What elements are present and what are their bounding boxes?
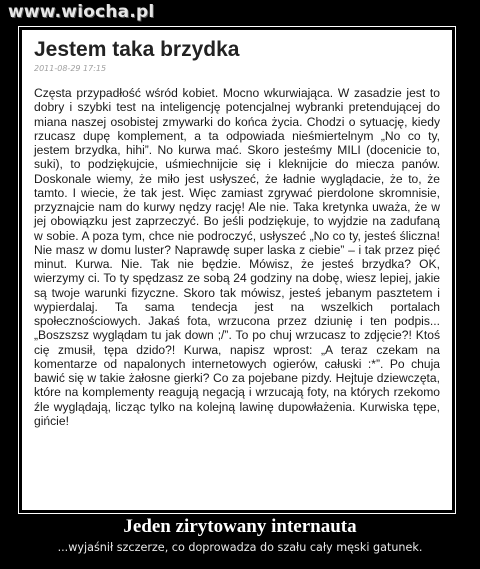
caption-subtitle: ...wyjaśnił szczerze, co doprowadza do szału cały męski gatunek.: [57, 541, 423, 554]
article-title: Jestem taka brzydka: [34, 38, 240, 61]
article-date: 2011-08-29 17:15: [34, 64, 107, 73]
caption-title: Jeden zirytowany internauta: [123, 516, 357, 537]
article-body: Częsta przypadłość wśród kobiet. Mocno wkurwiająca. W zasadzie jest to dobry i szybki test na inteligencję potencjalnej wybranki pretendującej do miana naszej osobistej zmywarki do końca życia. Chodzi o sytuację, kiedy rzucasz dupę komplement, a ta odpowiada nieśmiertelnym „No co ty, jestem brzydka, hihi”. No kurwa mać. Skoro jesteśmy MILI (docenicie to, suki), to podziękujcie, uśmiechnijcie się i kleknijcie do miecza panów. Doskonale wiemy, że miło jest usłyszeć, że ładnie wyglądacie, że to, że tamto. I wiecie, że tak jest. Więc zamiast zgrywać pierdolone skromnisie, przyznajcie nam do kurwy nędzy rację! Ale nie. Taka kretynka uważa, że w jej obowiązku jest zaprzeczyć. Bo jeśli podziękuje, to wyjdzie na zadufaną w sobie. A poza tym, chce nie podroczyć, usłyszeć „No co ty, jesteś śliczna! Nie masz w domu luster? Naprawdę super laska z ciebie” – i tak przez pięć minut. Kurwa. Nie. Tak nie będzie. Mówisz, że jesteś brzydka? OK, wierzymy ci. To ty spędzasz ze sobą 24 godziny na dobę, wiesz lepiej, jakie są twoje warunki fizyczne. Skoro tak mówisz, jesteś jebanym pasztetem i wypierdalaj. Ta sama tendecja jest na wszelkich portalach społecznościowych. Jakaś fota, wrzucona przez dziunię i ten podpis... „Boszszsz wyglądam tu jak down ;/”. To po chuj wrzucasz to zdjęcie?! Ktoś cię zmusił, tępa dzido?! Kurwa, napisz wprost: „A teraz czekam na komentarze od napalonych internetowych ogierów, całuski :*”. Po chuja bawić się w takie żałosne gierki? Co za pojebane pizdy. Hejtuje dziewczęta, które na komplementy reagują negacją i wrzucają foty, na których rzekomo źle wyglądają, licząc tylko na kolejną lawinę dupowłażenia. Kurwiska tępe, gińcie!: [34, 86, 440, 428]
site-watermark: www.wiocha.pl: [8, 2, 155, 22]
article-screenshot: [22, 30, 452, 510]
